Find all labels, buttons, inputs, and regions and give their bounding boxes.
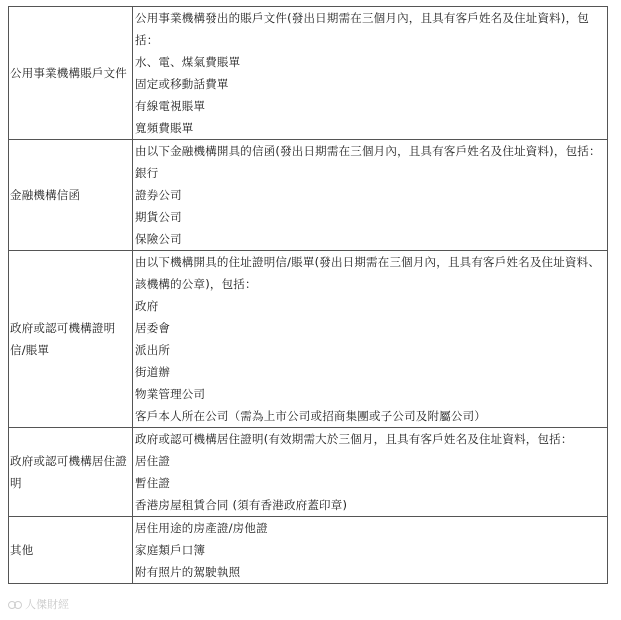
list-item: 暫住證 xyxy=(135,476,171,490)
list-item: 附有照片的駕駛執照 xyxy=(135,565,241,579)
category-cell: 其他 xyxy=(9,517,133,584)
category-cell: 政府或認可機構居住證明 xyxy=(9,428,133,517)
detail-cell xyxy=(133,140,608,251)
table-row xyxy=(9,140,608,251)
table-row xyxy=(9,7,608,140)
category-cell: 公用事業機構賬戶文件 xyxy=(9,7,133,140)
watermark-text: 人傑財經 xyxy=(25,598,69,611)
detail-intro: 公用事業機構發出的賬戶文件(發出日期需在三個月內，且具有客戶姓名及住址資料)，包括： xyxy=(135,11,589,47)
detail-intro: 政府或認可機構居住證明(有效期需大於三個月，且具有客戶姓名及住址資料，包括： xyxy=(135,432,573,446)
detail-cell xyxy=(133,428,608,517)
list-item: 水、電、煤氣費賬單 xyxy=(135,55,241,69)
list-item: 街道辦 xyxy=(135,365,171,379)
table-row xyxy=(9,517,608,584)
table-row xyxy=(9,428,608,517)
list-item: 保險公司 xyxy=(135,232,182,246)
detail-cell xyxy=(133,251,608,428)
list-item: 物業管理公司 xyxy=(135,387,206,401)
table-row xyxy=(9,251,608,428)
detail-cell xyxy=(133,517,608,584)
category-cell: 金融機構信函 xyxy=(9,140,133,251)
list-item: 銀行 xyxy=(135,166,159,180)
list-item: 香港房屋租賃合同 (須有香港政府蓋印章) xyxy=(135,498,348,512)
list-item: 居住用途的房產證/房他證 xyxy=(135,521,268,535)
detail-cell xyxy=(133,7,608,140)
list-item: 有線電視賬單 xyxy=(135,99,206,113)
list-item: 客戶本人所在公司（需為上市公司或招商集團或子公司及附屬公司） xyxy=(135,409,486,423)
list-item: 政府 xyxy=(135,299,159,313)
detail-intro: 由以下機構開具的住址證明信/賬單(發出日期需在三個月內，且具有客戶姓名及住址資料、該機構的公章)，包括： xyxy=(135,255,601,291)
list-item: 固定或移動話費單 xyxy=(135,77,229,91)
list-item: 派出所 xyxy=(135,343,171,357)
list-item: 居委會 xyxy=(135,321,171,335)
list-item: 家庭類戶口簿 xyxy=(135,543,206,557)
watermark xyxy=(8,596,69,612)
category-cell: 政府或認可機構證明信/賬單 xyxy=(9,251,133,428)
list-item: 居住證 xyxy=(135,454,171,468)
list-item: 寬頻費賬單 xyxy=(135,121,194,135)
address-proof-table xyxy=(8,6,608,584)
detail-intro: 由以下金融機構開具的信函(發出日期需在三個月內，且具有客戶姓名及住址資料)，包括： xyxy=(135,144,601,158)
list-item: 期貨公司 xyxy=(135,210,182,224)
link-icon xyxy=(8,599,22,609)
list-item: 證券公司 xyxy=(135,188,182,202)
